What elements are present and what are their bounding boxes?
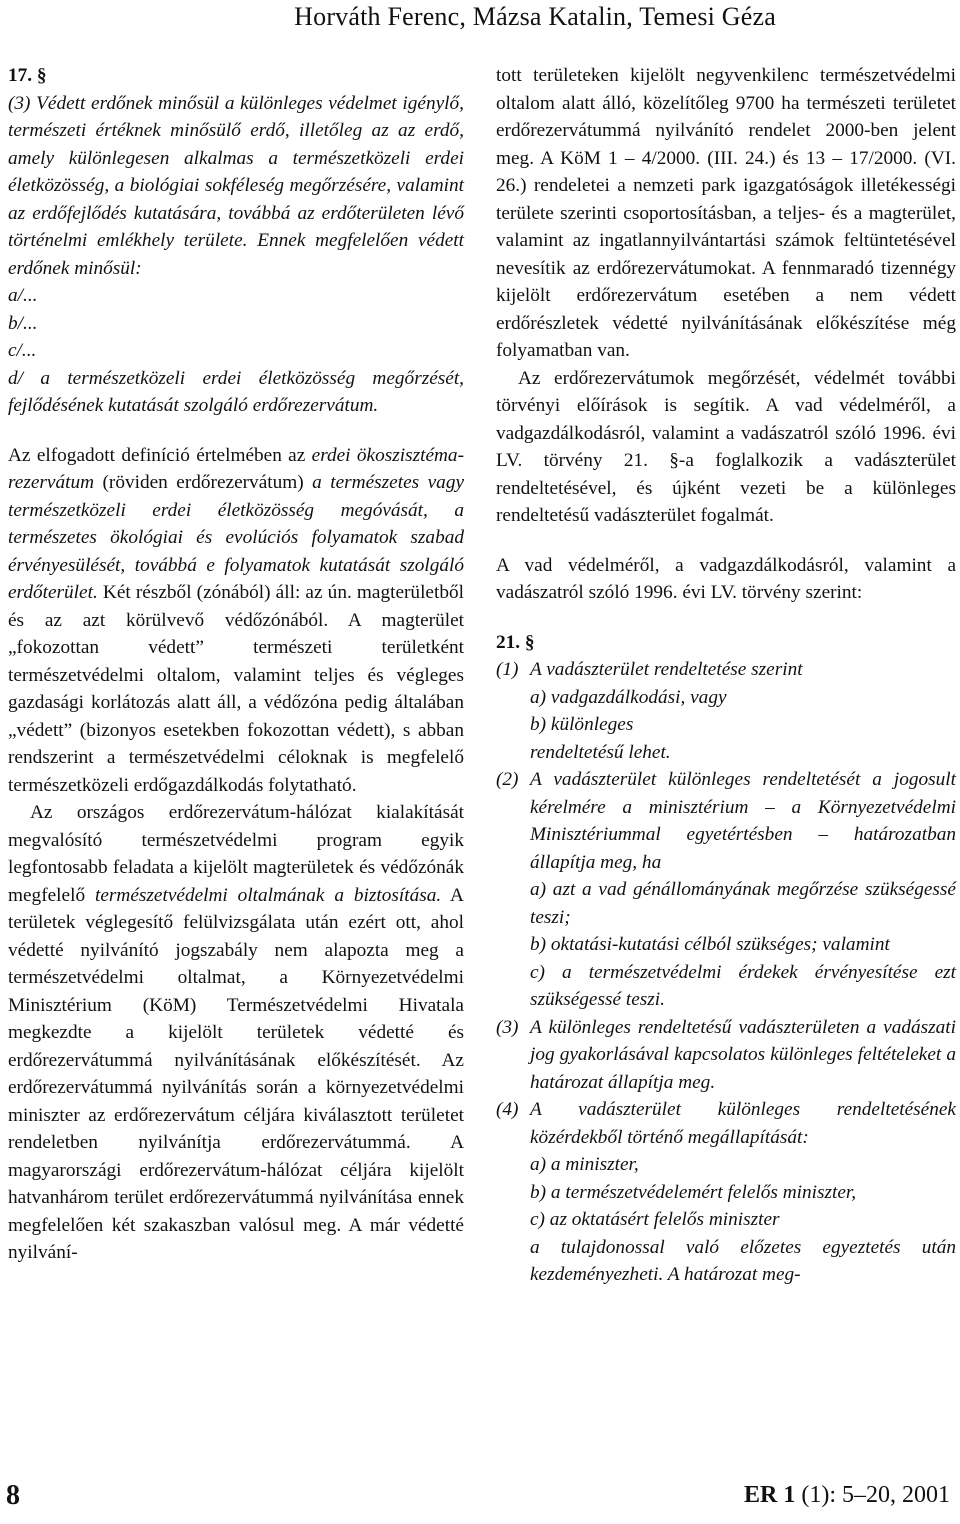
law-21-item-4: (4) A vadászterület különleges rendeltetésének közérdekből történő megállapítását: [496, 1099, 956, 1148]
law-21-item-3: (3) A különleges rendeltetésű vadászterületen a vadászati jog gyakorlásával kapcsolatos különleges feltételeket a határozat állapítja meg. [496, 1016, 956, 1093]
running-header-authors: Horváth Ferenc, Mázsa Katalin, Temesi Géza [294, 2, 776, 31]
law-17-item-b: b/... [8, 312, 38, 334]
body-paragraph-laws: Az erdőrezervátumok megőrzését, védelmét további törvényi előírások is segítik. A vad védelméről, a vadgazdálkodásról, valamint a vadászatról szóló 1996. évi LV. törvény 21. §-a foglalkozik a vadászterület rendeltetésével, és újként vezeti be a különleges rendeltetésű vadászterület fogalmát. [496, 367, 956, 526]
law-17-item-d: d/ a természetközeli erdei életközösség megőrzését, fejlődésének kutatását szolgáló erdőrezervátum. [8, 367, 464, 416]
body-paragraph-definition: Az elfogadott definíció értelmében az erdei ökoszisztéma-rezervátum (röviden erdőrezervátum) a természetes vagy természetközeli erdei életközösség megóvását, a természetes ökológiai és evolúciós folyamatok szabad érvényesülését, továbbá e folyamatok kutatását szolgáló erdőterület. Két részből (zónából) áll: az ún. magterületből és az azt körülvevő védőzónából. A magterület „fokozottan védett” természeti területként természetvédelmi oltalom, valamint teljes és végleges gazdasági korlátozás alatt áll, a védőzóna pedig általában „védett” (bizonyos esetekben fokozottan védett), s abban rendszerint a természetvédelmi céloknak is megfelelő természetközeli erdőgazdálkodás folytatható. [8, 444, 465, 796]
law-21-item-4c: c) az oktatásért felelős miniszter [530, 1209, 780, 1230]
body-paragraph-continued: tott területeken kijelölt negyvenkilenc természetvédelmi oltalom alatt álló, közelítőleg 9700 ha természeti területet erdőrezervátummá nyilvánító rendelet 2000-ben jelent meg. A KöM 1 – 4/2000. (III. 24.) és 13 – 17/2000. (VI. 26.) rendeletei a nemzeti park igazgatóságok illetékességi területe szerinti csoportosításban, a teljes- és a magterület, valamint az ingatlannyilvántartási számok feltüntetésével nevesítik az erdőrezervátumokat. A fennmaradó tizennégy kijelölt erdőrezervátum esetében a nem védett erdőrészletek védetté nyilvánításának előkészítése még folyamatban van. [496, 65, 956, 361]
law-21-item-1: (1) A vadászterület rendeltetése szerint [496, 659, 803, 680]
law-21-item-1b: b) különleges [530, 714, 634, 735]
law-21-item-2: (2) A vadászterület különleges rendeltetését a jogosult kérelmére a minisztérium – a Környezetvédelmi Minisztériummal egyetértésben – határozatban állapítja meg, ha [496, 769, 956, 873]
law-21-item-4b: b) a természetvédelemért felelős miniszter, [530, 1181, 857, 1203]
law-21-item-2a: a) azt a vad génállományának megőrzése szükségessé teszi; [530, 879, 956, 928]
law-21-item-4-closing: a tulajdonossal való előzetes egyeztetés után kezdeményezheti. A határozat meg- [530, 1236, 956, 1285]
page-number: 8 [6, 1480, 20, 1511]
law-17-item-a: a/... [8, 285, 38, 306]
body-paragraph-intro-law: A vad védelméről, a vadgazdálkodásról, valamint a vadászatról szóló 1996. évi LV. törvény szerint: [496, 554, 956, 603]
law-17-number: 17. § [8, 65, 47, 86]
left-column [8, 62, 464, 1267]
right-column [496, 62, 956, 1289]
law-17-item-c: c/... [8, 340, 37, 361]
law-21-item-2c: c) a természetvédelmi érdekek érvényesítése ezt szükségessé teszi. [530, 961, 956, 1010]
law-21-item-2b: b) oktatási-kutatási célból szükséges; valamint [530, 934, 890, 955]
quoted-law-21 [496, 629, 956, 1289]
quoted-law-17 [8, 62, 464, 420]
law-21-item-4a: a) a miniszter, [530, 1154, 639, 1175]
journal-citation: ER 1 (1): 5–20, 2001 [744, 1482, 950, 1508]
law-21-item-1a: a) vadgazdálkodási, vagy [530, 686, 727, 708]
body-paragraph-network: Az országos erdőrezervátum-hálózat kialakítását megvalósító természetvédelmi program egyik legfontosabb feladata a kijelölt magterületek és védőzónák megfelelő természetvédelmi oltalmának a biztosítása. A területek véglegesítő felülvizsgálata után ezért ott, ahol védetté nyilvánító jogszabály nem alapozta meg a természetvédelmi oltalmat, a Környezetvédelmi Minisztérium (KöM) Természetvédelmi Hivatala megkezdte a kijelölt területek védetté és erdőrezervátummá nyilvánításának előkészítését. Az erdőrezervátummá nyilvánítás során a környezetvédelmi miniszter az erdőrezervátum céljára kiválasztott területet rendeletben nyilvánítja erdőrezervátummá. A magyarországi erdőrezervátum-hálózat céljára kijelölt hatvanhárom terület erdőrezervátummá nyilvánítása ennek megfelelően két szakaszban valósul meg. A már védetté nyilvání- [8, 802, 464, 1263]
law-21-item-1c: rendeltetésű lehet. [530, 741, 671, 763]
law-21-number: 21. § [496, 631, 535, 653]
law-17-paragraph-3: (3) Védett erdőnek minősül a különleges védelmet igénylő, természeti értéknek minősülő erdő, illetőleg az az erdő, amely különlegesen alkalmas a természetközeli erdei életközösség, a biológiai sokféleség megőrzésére, valamint az erdőfejlődés kutatására, továbbá az erdőterületen lévő történelmi emlékhely területe. Ennek megfelelően védett erdőnek minősül: [8, 92, 464, 279]
